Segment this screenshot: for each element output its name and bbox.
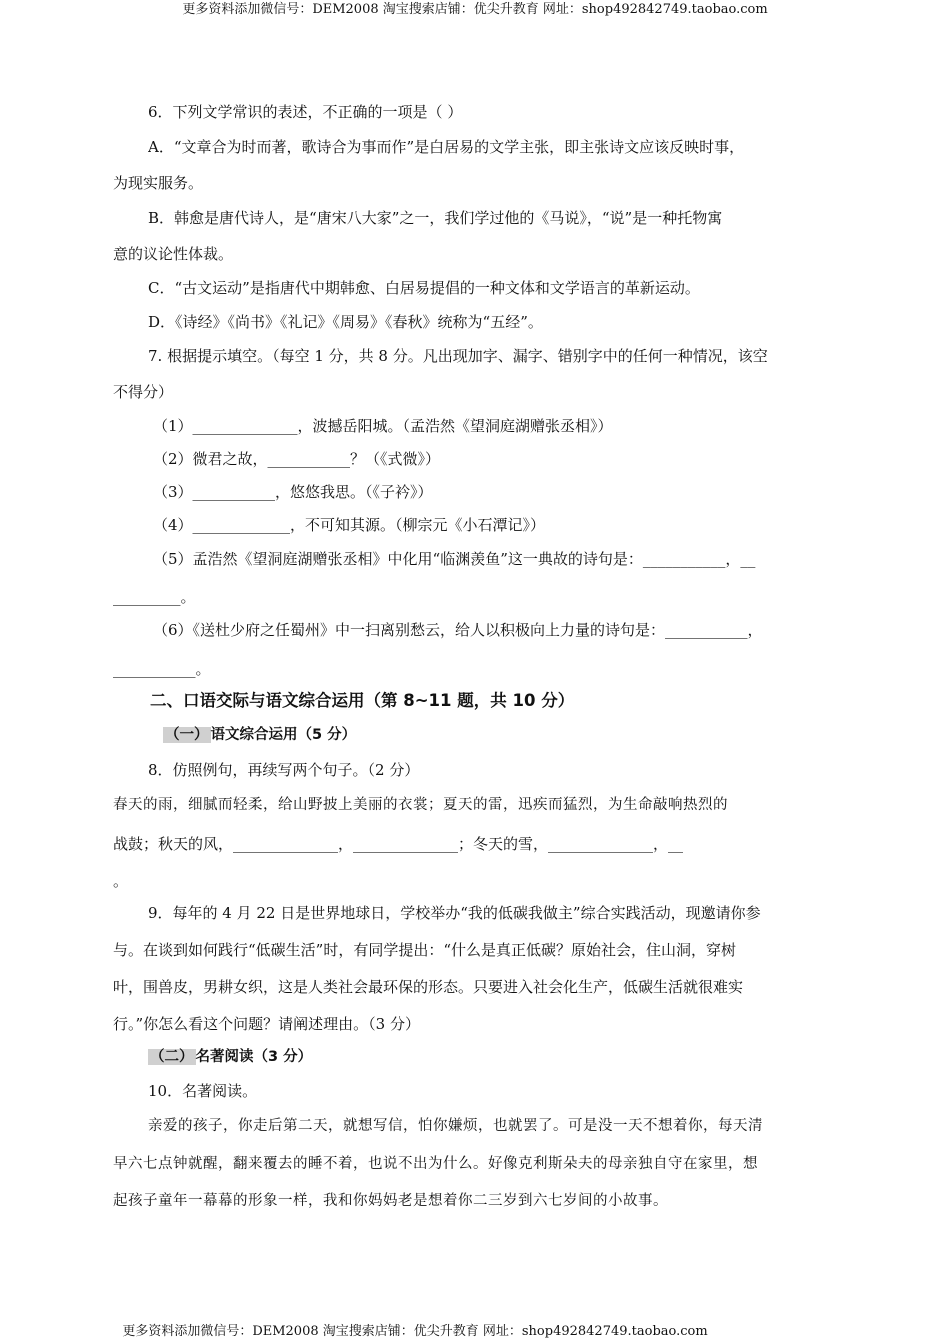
q6-stem: 6．下列文学常识的表述，不正确的一项是（ ） [148,103,463,121]
q8-blanks: 战鼓；秋天的风，______________，______________；冬天的雪，______________，__ [113,835,684,853]
q7-item-3: （3）___________，悠悠我思。（《子衿》） [153,483,433,501]
q7-item-6-cont: ___________。 [113,660,211,678]
section-2-title: 二、口语交际与语文综合运用（第 8~11 题，共 10 分） [150,691,575,710]
q6-option-b-cont: 意的议论性体裁。 [113,245,234,263]
q7-item-1: （1）______________，波撼岳阳城。（孟浩然《望洞庭湖赠张丞相》） [153,417,613,435]
q9-line-4: 行。”你怎么看这个问题？请阐述理由。（3 分） [113,1015,420,1033]
subsection-2-title [148,1047,312,1067]
q6-option-d: D．《诗经》《尚书》《礼记》《周易》《春秋》统称为“五经”。 [148,313,543,331]
q6-option-b: B．韩愈是唐代诗人，是“唐宋八大家”之一，我们学过他的《马说》，“说”是一种托物寓 [148,209,723,227]
page-footer: 更多资料添加微信号：DEM2008 淘宝搜索店铺：优尖升教育 网址：shop492842749.taobao.com [122,1324,708,1339]
q7-stem-cont: 不得分） [113,383,174,401]
q10-passage-2: 早六七点钟就醒，翻来覆去的睡不着，也说不出为什么。好像克利斯朵夫的母亲独自守在家里，想 [113,1156,758,1172]
page-header: 更多资料添加微信号：DEM2008 淘宝搜索店铺：优尖升教育 网址：shop492842749.taobao.com [182,2,768,17]
q7-item-2: （2）微君之故，___________？（《式微》） [153,450,441,468]
q6-option-a-cont: 为现实服务。 [113,174,204,192]
subsection-2-tag: （二） [150,1049,194,1065]
subsection-2-text: 名著阅读（3 分） [195,1049,313,1065]
q7-item-5: （5）孟浩然《望洞庭湖赠张丞相》中化用“临渊羡鱼”这一典故的诗句是：___________，__ [153,550,756,568]
subsection-1-tag: （一） [165,727,209,743]
q7-item-5-cont: _________。 [113,588,196,606]
q6-option-c: C．“古文运动”是指唐代中期韩愈、白居易提倡的一种文体和文学语言的革新运动。 [148,279,700,297]
q8-end: 。 [113,872,129,890]
q10-passage-1: 亲爱的孩子，你走后第二天，就想写信，怕你嫌烦，也就罢了。可是没一天不想着你，每天清 [148,1118,763,1134]
q7-stem: 7. 根据提示填空。（每空 1 分，共 8 分。凡出现加字、漏字、错别字中的任何一种情况，该空 [148,347,768,365]
subsection-1-title [163,725,356,745]
q7-item-4: （4）_____________，不可知其源。（柳宗元《小石潭记》） [153,516,546,534]
q8-example: 春天的雨，细腻而轻柔，给山野披上美丽的衣裳；夏天的雷，迅疾而猛烈，为生命敲响热烈的 [113,797,728,813]
subsection-1-text: 语文综合运用（5 分） [210,727,357,743]
q9-line-3: 叶，围兽皮，男耕女织，这是人类社会最环保的形态。只要进入社会化生产，低碳生活就很难实 [113,978,744,996]
q7-item-6: （6）《送杜少府之任蜀州》中一扫离别愁云，给人以积极向上力量的诗句是：___________， [153,621,763,639]
q6-option-a: A．“文章合为时而著，歌诗合为事而作”是白居易的文学主张，即主张诗文应该反映时事， [148,138,745,156]
q9-line-2: 与。在谈到如何践行“低碳生活”时，有同学提出：“什么是真正低碳？原始社会，住山洞，穿树 [113,941,737,959]
q10-stem: 10．名著阅读。 [148,1082,258,1100]
q10-passage-3: 起孩子童年一幕幕的形象一样，我和你妈妈老是想着你二三岁到六七岁间的小故事。 [113,1193,668,1209]
q9-line-1: 9．每年的 4 月 22 日是世界地球日，学校举办“我的低碳我做主”综合实践活动，现邀请你参 [148,904,761,922]
q8-stem: 8．仿照例句，再续写两个句子。（2 分） [148,761,420,779]
